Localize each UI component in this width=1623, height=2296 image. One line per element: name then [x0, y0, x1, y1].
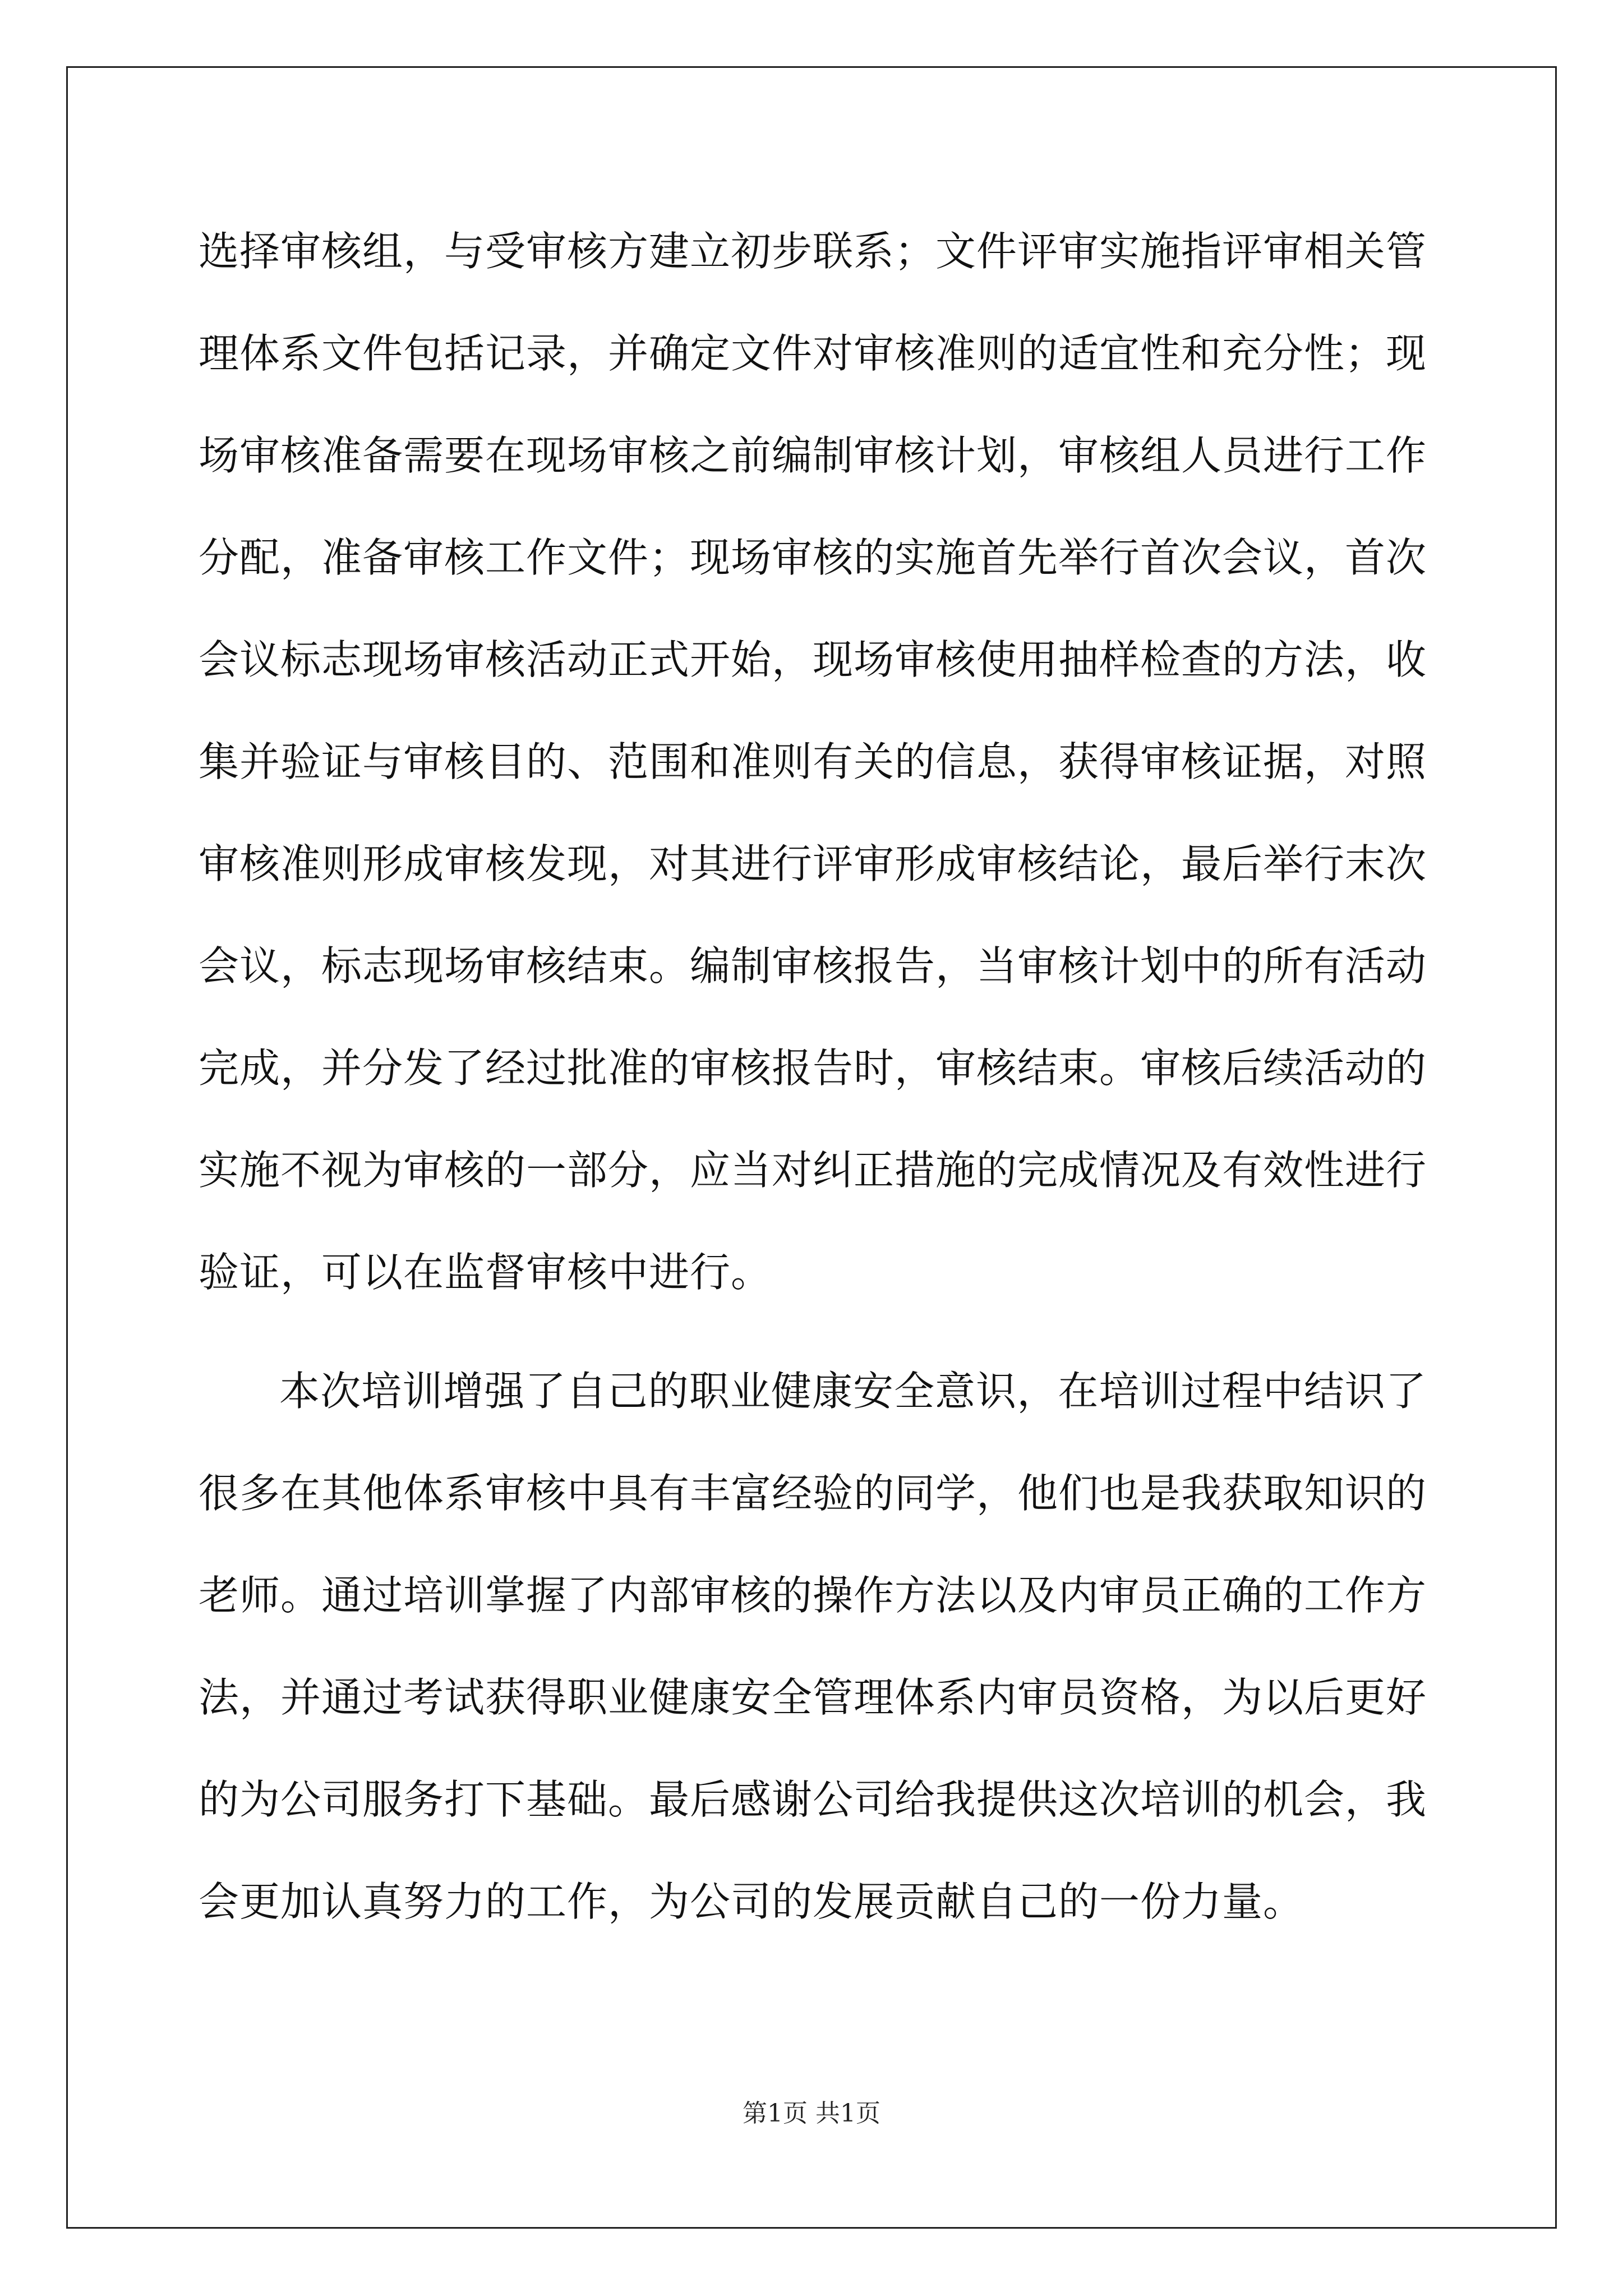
- text-line: 完成，并分发了经过批准的审核报告时，审核结束。审核后续活动的: [199, 1045, 1427, 1092]
- text-line: 会议，标志现场审核结束。编制审核报告，当审核计划中的所有活动: [199, 942, 1427, 990]
- text-line: 分配，准备审核工作文件；现场审核的实施首先举行首次会议，首次: [199, 534, 1427, 581]
- document-body: [199, 218, 1427, 1970]
- text-line: 法，并通过考试获得职业健康安全管理体系内审员资格，为以后更好: [199, 1674, 1427, 1721]
- text-line: 很多在其他体系审核中具有丰富经验的同学，他们也是我获取知识的: [199, 1470, 1427, 1517]
- text-line: 的为公司服务打下基础。最后感谢公司给我提供这次培训的机会，我: [199, 1776, 1427, 1823]
- paragraph-1: [199, 218, 1427, 1341]
- text-line: 会更加认真努力的工作，为公司的发展贡献自己的一份力量。: [199, 1878, 1304, 1925]
- text-line: 实施不视为审核的一部分，应当对纠正措施的完成情况及有效性进行: [199, 1147, 1427, 1194]
- text-line: 场审核准备需要在现场审核之前编制审核计划，审核组人员进行工作: [199, 432, 1427, 479]
- text-line: 本次培训增强了自己的职业健康安全意识，在培训过程中结识了: [279, 1368, 1427, 1415]
- text-line: 老师。通过培训掌握了内部审核的操作方法以及内审员正确的工作方: [199, 1572, 1427, 1619]
- text-line: 理体系文件包括记录，并确定文件对审核准则的适宜性和充分性；现: [199, 330, 1427, 377]
- text-line: 审核准则形成审核发现，对其进行评审形成审核结论，最后举行末次: [199, 840, 1427, 887]
- text-line: 验证，可以在监督审核中进行。: [199, 1249, 772, 1296]
- paragraph-2: [199, 1358, 1427, 1970]
- page-number-footer: 第1页 共1页: [743, 2099, 880, 2128]
- paragraph-gap: [199, 1341, 1427, 1358]
- text-line: 集并验证与审核目的、范围和准则有关的信息，获得审核证据，对照: [199, 738, 1427, 785]
- text-line: 选择审核组，与受审核方建立初步联系；文件评审实施指评审相关管: [199, 228, 1427, 275]
- text-line: 会议标志现场审核活动正式开始，现场审核使用抽样检查的方法，收: [199, 636, 1427, 683]
